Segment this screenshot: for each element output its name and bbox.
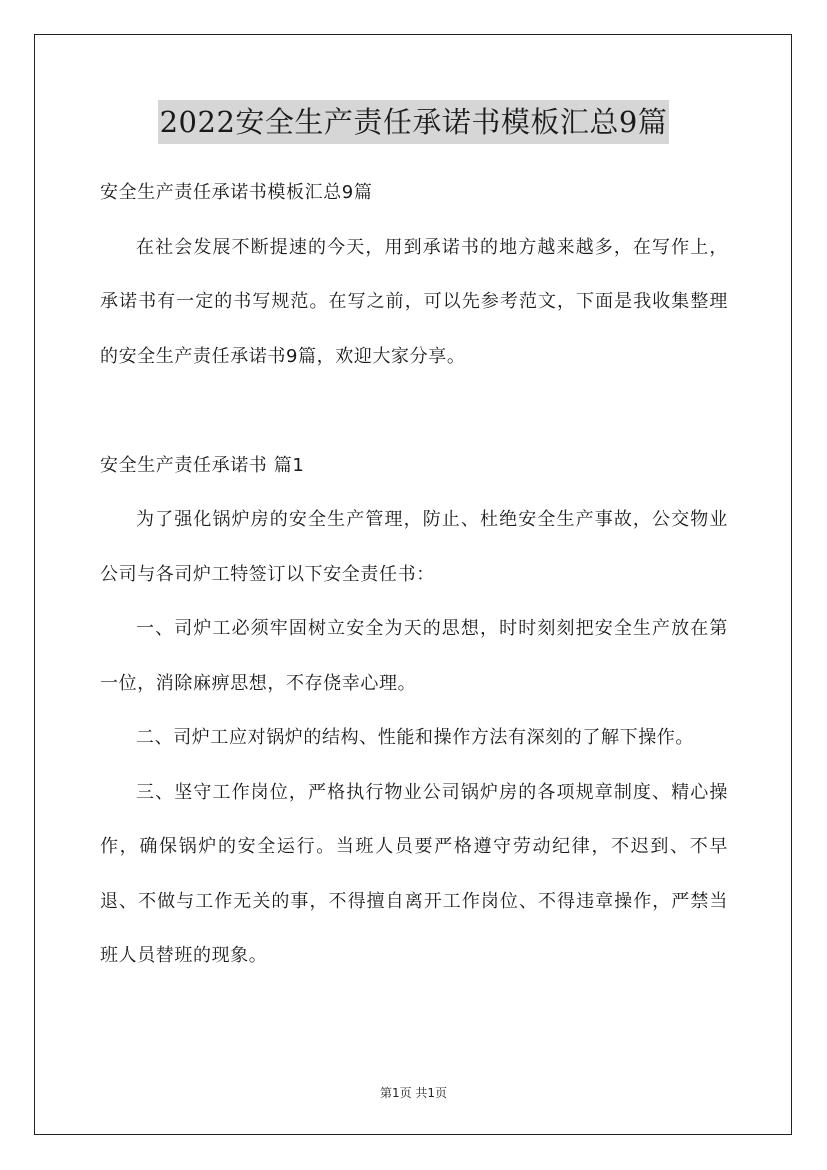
document-body — [100, 166, 728, 984]
page-footer — [0, 1084, 827, 1101]
document-title: 2022安全生产责任承诺书模板汇总9篇 — [158, 100, 670, 144]
section-heading: 安全生产责任承诺书 篇1 — [100, 454, 305, 476]
page-number: 第1页 共1页 — [379, 1086, 448, 1100]
intro-paragraph: 在社会发展不断提速的今天，用到承诺书的地方越来越多，在写作上，承诺书有一定的书写规范。在写之前，可以先参考范文，下面是我收集整理的安全生产责任承诺书9篇，欢迎大家分享。 — [100, 236, 728, 367]
body-paragraph: 三、坚守工作岗位，严格执行物业公司锅炉房的各项规章制度、精心操作，确保锅炉的安全运行。当班人员要严格遵守劳动纪律，不迟到、不早退、不做与工作无关的事，不得擅自离开工作岗位、不得违章操作，严禁当班人员替班的现象。 — [100, 781, 728, 966]
body-paragraph: 一、司炉工必须牢固树立安全为天的思想，时时刻刻把安全生产放在第一位，消除麻痹思想，不存侥幸心理。 — [100, 618, 728, 694]
document-subtitle: 安全生产责任承诺书模板汇总9篇 — [100, 182, 373, 203]
title-container — [0, 100, 827, 144]
section-spacer — [100, 384, 728, 439]
body-paragraph: 二、司炉工应对锅炉的结构、性能和操作方法有深刻的了解下操作。 — [136, 727, 694, 748]
body-paragraph: 为了强化锅炉房的安全生产管理，防止、杜绝安全生产事故，公交物业公司与各司炉工特签订以下安全责任书： — [100, 509, 728, 585]
